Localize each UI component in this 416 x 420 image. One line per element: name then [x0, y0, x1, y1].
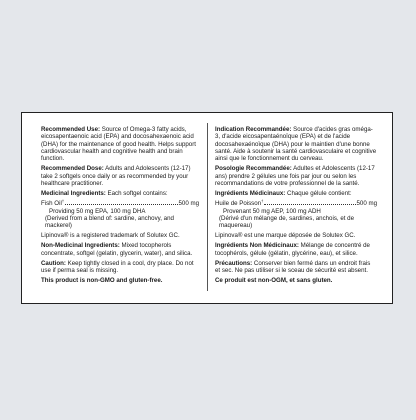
dot-leader — [65, 204, 177, 205]
ingredient-amount-fr: 500 mg — [356, 200, 377, 208]
ingredient-line-fr — [215, 197, 377, 207]
ingredient-derived: (Derived from a blend of: sardine, anchovy, and mackerel) — [45, 214, 174, 230]
precautions: Précautions: Conserver bien fermé dans un endroit frais et sec. Ne pas utiliser si le sceau de sécurité est absent. — [215, 259, 371, 275]
recommended-use: Recommended Use: Source of Omega-3 fatty acids, eicosapentaenoic acid (EPA) and docosahexaenoic acid (DHA) for the maintenance of good health. Helps support cardiovascular health and cognitive health and brain function. — [41, 126, 196, 163]
english-column — [41, 126, 199, 284]
ingredient-line — [41, 197, 199, 207]
ingredient-derived-fr: (Dérivé d'un mélange de, sardines, anchois, et de maquereau) — [219, 214, 354, 230]
caution: Caution: Keep tightly closed in a cool, dry place. Do not use if perma seal is missing. — [41, 259, 194, 275]
ingredients-medicinaux: Ingrédients Médicinaux: Chaque gélule contient: — [215, 189, 352, 197]
recommended-dose: Recommended Dose: Adults and Adolescents (12-17) take 2 softgels once daily or as recommended by your healthcare practitioner. — [41, 165, 191, 187]
ingredient-name-fr: Huile de Poisson† — [215, 198, 264, 208]
ingredient-name: Fish Oil† — [41, 198, 65, 208]
trademark-note-fr: Lipinova® est une marque déposée de Solutex GC. — [215, 232, 356, 240]
supplement-label-panel — [21, 112, 393, 304]
dot-leader-fr — [264, 204, 355, 205]
french-column — [215, 126, 377, 284]
closing-statement: This product is non-GMO and gluten-free. — [41, 277, 163, 285]
medicinal-ingredients: Medicinal Ingredients: Each softgel contains: — [41, 189, 168, 197]
ingredient-providing: Providing 50 mg EPA, 100 mg DHA — [49, 207, 146, 215]
ingredient-providing-fr: Provenant 50 mg AEP, 100 mg ADH — [223, 207, 321, 215]
indication-recommandee: Indication Recommandée: Source d'acides gras oméga-3, d'acide eicosapentaénoïque (EPA) et de l'acide docosahexaénoïque (DHA) pour le maintien d'une bonne santé. Aide à soutenir la santé cardiovasculaire et cognitive ainsi que le fonctionnement du cerveau. — [215, 126, 377, 163]
posologie-recommandee: Posologie Recommandée: Adultes et Adolescents (12-17 ans) prendre 2 gélules une fois par jour ou selon les recommandations de votre professionnel de la santé. — [215, 165, 375, 187]
ingredient-amount: 500 mg — [178, 200, 199, 208]
closing-statement-fr: Ce produit est non-OGM, et sans gluten. — [215, 277, 333, 285]
non-medicinal-ingredients: Non-Medicinal Ingredients: Mixed tocopherols concentrate, softgel (gelatin, glycerin, water), and silica. — [41, 242, 193, 257]
trademark-note: Lipinova® is a registered trademark of Solutex GC. — [41, 232, 180, 240]
ingredients-non-medicinaux: Ingrédients Non Médicinaux: Mélange de concentré de tocophérols, gélule (gélatin, glycérine, eau), et silice. — [215, 242, 370, 257]
